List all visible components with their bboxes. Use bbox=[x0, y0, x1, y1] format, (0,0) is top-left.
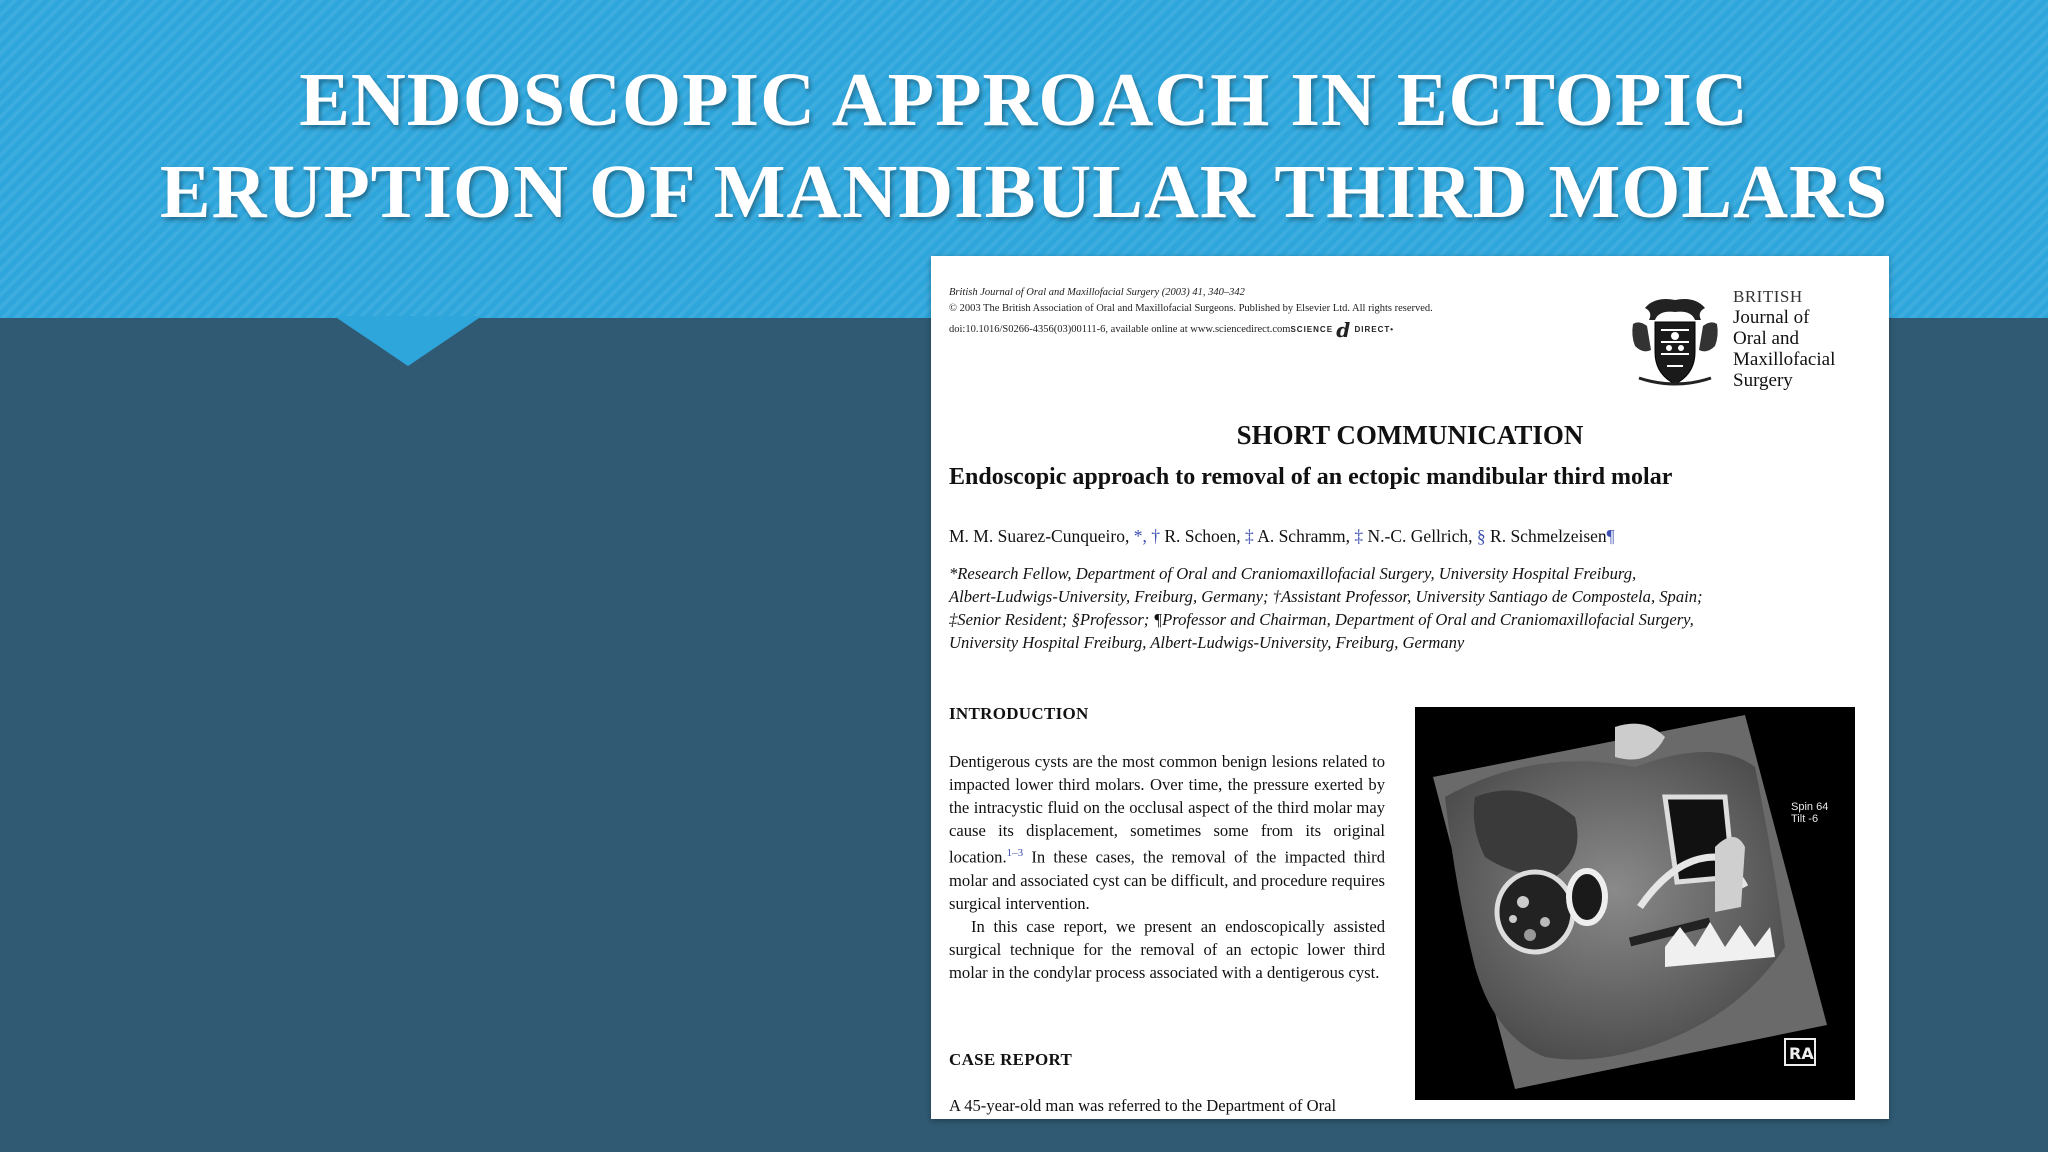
slide-title-line-2: ERUPTION OF MANDIBULAR THIRD MOLARS bbox=[159, 150, 1889, 234]
intro-paragraph-2: In this case report, we present an endoscopically assisted surgical technique for the removal of an ectopic lower third molar in the condylar process associated with a dentigerous cyst. bbox=[949, 916, 1385, 982]
doi-text: doi:10.1016/S0266-4356(03)00111-6, available online at www.sciencedirect.com bbox=[949, 324, 1291, 336]
affiliations: *Research Fellow, Department of Oral and Craniomaxillofacial Surgery, University Hospital Freiburg, Albert-Ludwigs-University, Freiburg, Germany; †Assistant Professor, University Santiago de Compostela, Spain; ‡Senior Resident; §Professor; ¶Professor and Chairman, Department of Oral and Craniomaxillofacial Surgery, University Hospital Freiburg, Albert-Ludwigs-University, Freiburg, Germany bbox=[949, 564, 1703, 652]
copyright-line: © 2003 The British Association of Oral and Maxillofacial Surgeons. Published by Elsevier Ltd. All rights reserved. bbox=[949, 303, 1433, 314]
slide-title bbox=[0, 54, 2048, 238]
introduction-heading: INTRODUCTION bbox=[949, 704, 1089, 723]
ct-meta-readout: Spin 64 Tilt -6 bbox=[1791, 801, 1829, 825]
introduction-text bbox=[949, 750, 1385, 984]
case-report-heading: CASE REPORT bbox=[949, 1050, 1073, 1069]
sciencedirect-logo: SCIENCE d DIRECT• bbox=[1290, 318, 1395, 342]
case-report-text: A 45-year-old man was referred to the Department of Oral bbox=[949, 1096, 1337, 1115]
ct-watermark: RA bbox=[1789, 1044, 1814, 1063]
article-page-image bbox=[931, 256, 1889, 1119]
author-list: M. M. Suarez-Cunqueiro, *, † R. Schoen, ‡ A. Schramm, ‡ N.-C. Gellrich, § R. Schmelzeisen¶ bbox=[949, 526, 1615, 546]
journal-crest-logo bbox=[1625, 290, 1725, 390]
section-type-heading: SHORT COMMUNICATION bbox=[1236, 420, 1584, 450]
doi-line bbox=[949, 318, 1395, 342]
article-title: Endoscopic approach to removal of an ectopic mandibular third molar bbox=[949, 464, 1673, 490]
banner-pointer bbox=[334, 316, 482, 366]
journal-name: BRITISH Journal of Oral and Maxillofacial Surgery bbox=[1733, 287, 1836, 391]
ct-scan-image bbox=[1415, 707, 1855, 1100]
intro-paragraph-1: Dentigerous cysts are the most common benign lesions related to impacted lower third molars. Over time, the pressure exerted by the intracystic fluid on the occlusal aspect of the third molar may cause its displacement, sometimes some from its original location.$^{1-3}$ In these cases, the removal of the impacted third molar and associated cyst can be difficult, and procedure requires surgical intervention. bbox=[949, 752, 1385, 913]
journal-citation: British Journal of Oral and Maxillofacial Surgery (2003) 41, 340–342 bbox=[949, 287, 1245, 298]
ct-scan-graphic bbox=[1415, 707, 1855, 1100]
slide-title-line-1: ENDOSCOPIC APPROACH IN ECTOPIC bbox=[299, 58, 1749, 142]
